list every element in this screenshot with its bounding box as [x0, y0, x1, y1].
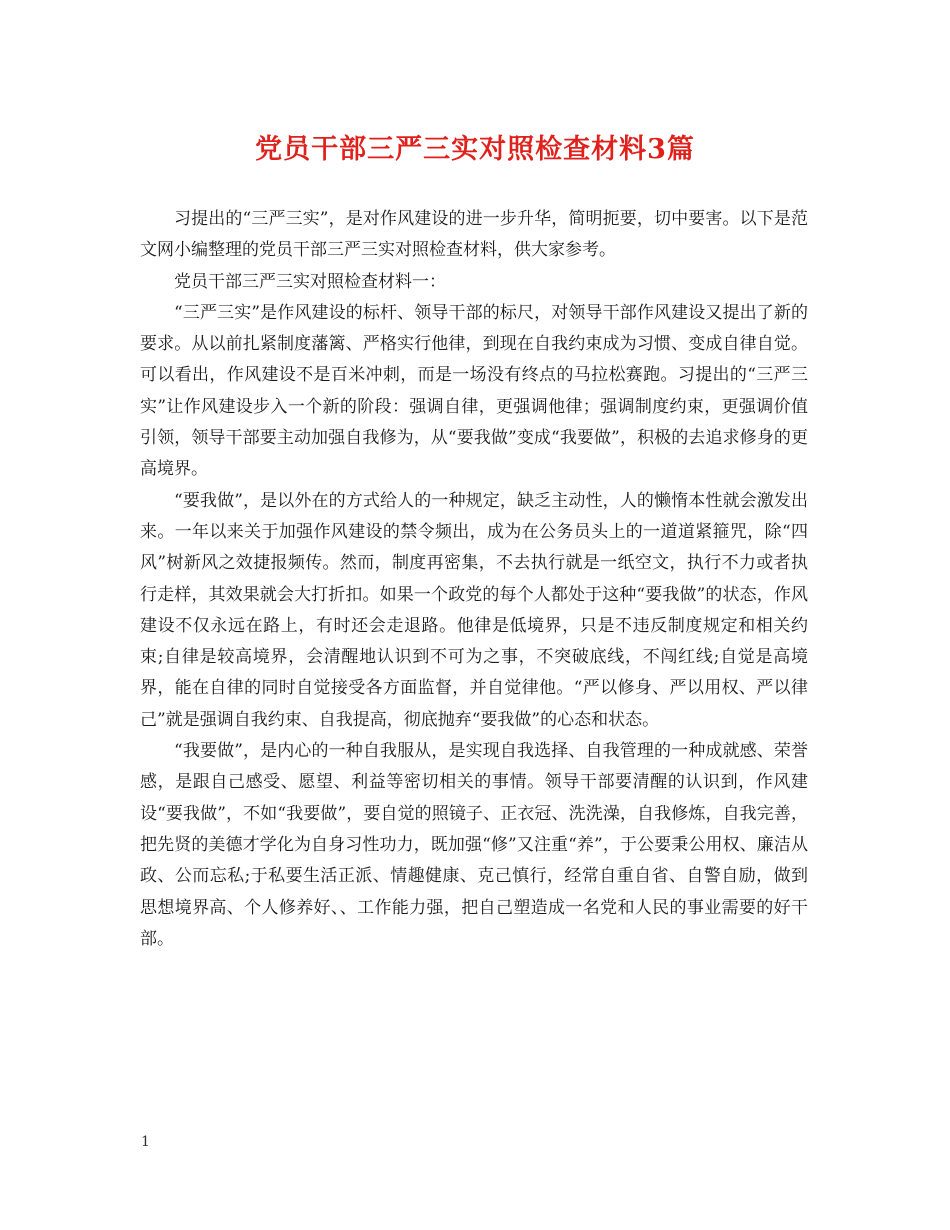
paragraph-section-heading: 党员干部三严三实对照检查材料一：	[174, 271, 446, 292]
paragraph-body: “三严三实”是作风建设的标杆、领导干部的标尺，对领导干部作风建设又提出了新的要求。从以前扎紧制度藩篱、严格实行他律，到现在自我约束成为习惯、变成自律自觉。可以看出，作风建设不是百米冲刺，而是一场没有终点的马拉松赛跑。习提出的“三严三实”让作风建设步入一个新的阶段：强调自律，更强调他律；强调制度约束，更强调价值引领，领导干部要主动加强自我修为，从“要我做”变成“我要做”，积极的去追求修身的更高境界。	[140, 302, 808, 480]
document-body	[140, 204, 808, 955]
paragraph-body: “要我做”，是以外在的方式给人的一种规定，缺乏主动性，人的懒惰本性就会激发出来。一年以来关于加强作风建设的禁令频出，成为在公务员头上的一道道紧箍咒，除“四风”树新风之效捷报频传。然而，制度再密集，不去执行就是一纸空文，执行不力或者执行走样，其效果就会大打折扣。如果一个政党的每个人都处于这种“要我做”的状态，作风建设不仅永远在路上，有时还会走退路。他律是低境界，只是不违反制度规定和相关约束;自律是较高境界，会清醒地认识到不可为之事，不突破底线，不闯红线;自觉是高境界，能在自律的同时自觉接受各方面监督，并自觉律他。“严以修身、严以用权、严以律己”就是强调自我约束、自我提高，彻底抛弃“要我做”的心态和状态。	[140, 490, 808, 730]
document-title: 党员干部三严三实对照检查材料3篇	[255, 134, 695, 165]
paragraph-intro: 习提出的“三严三实”，是对作风建设的进一步升华，简明扼要，切中要害。以下是范文网小编整理的党员干部三严三实对照检查材料，供大家参考。	[140, 209, 808, 261]
page-number: 1	[141, 1134, 150, 1150]
paragraph-body: “我要做”，是内心的一种自我服从，是实现自我选择、自我管理的一种成就感、荣誉感，是跟自己感受、愿望、利益等密切相关的事情。领导干部要清醒的认识到，作风建设“要我做”，不如“我要做”，要自觉的照镜子、正衣冠、洗洗澡，自我修炼，自我完善，把先贤的美德才学化为自身习性功力，既加强“修”又注重“养”，于公要秉公用权、廉洁从政、公而忘私;于私要生活正派、情趣健康、克己慎行，经常自重自省、自警自励，做到思想境界高、个人修养好、、工作能力强，把自己塑造成一名党和人民的事业需要的好干部。	[140, 741, 808, 949]
